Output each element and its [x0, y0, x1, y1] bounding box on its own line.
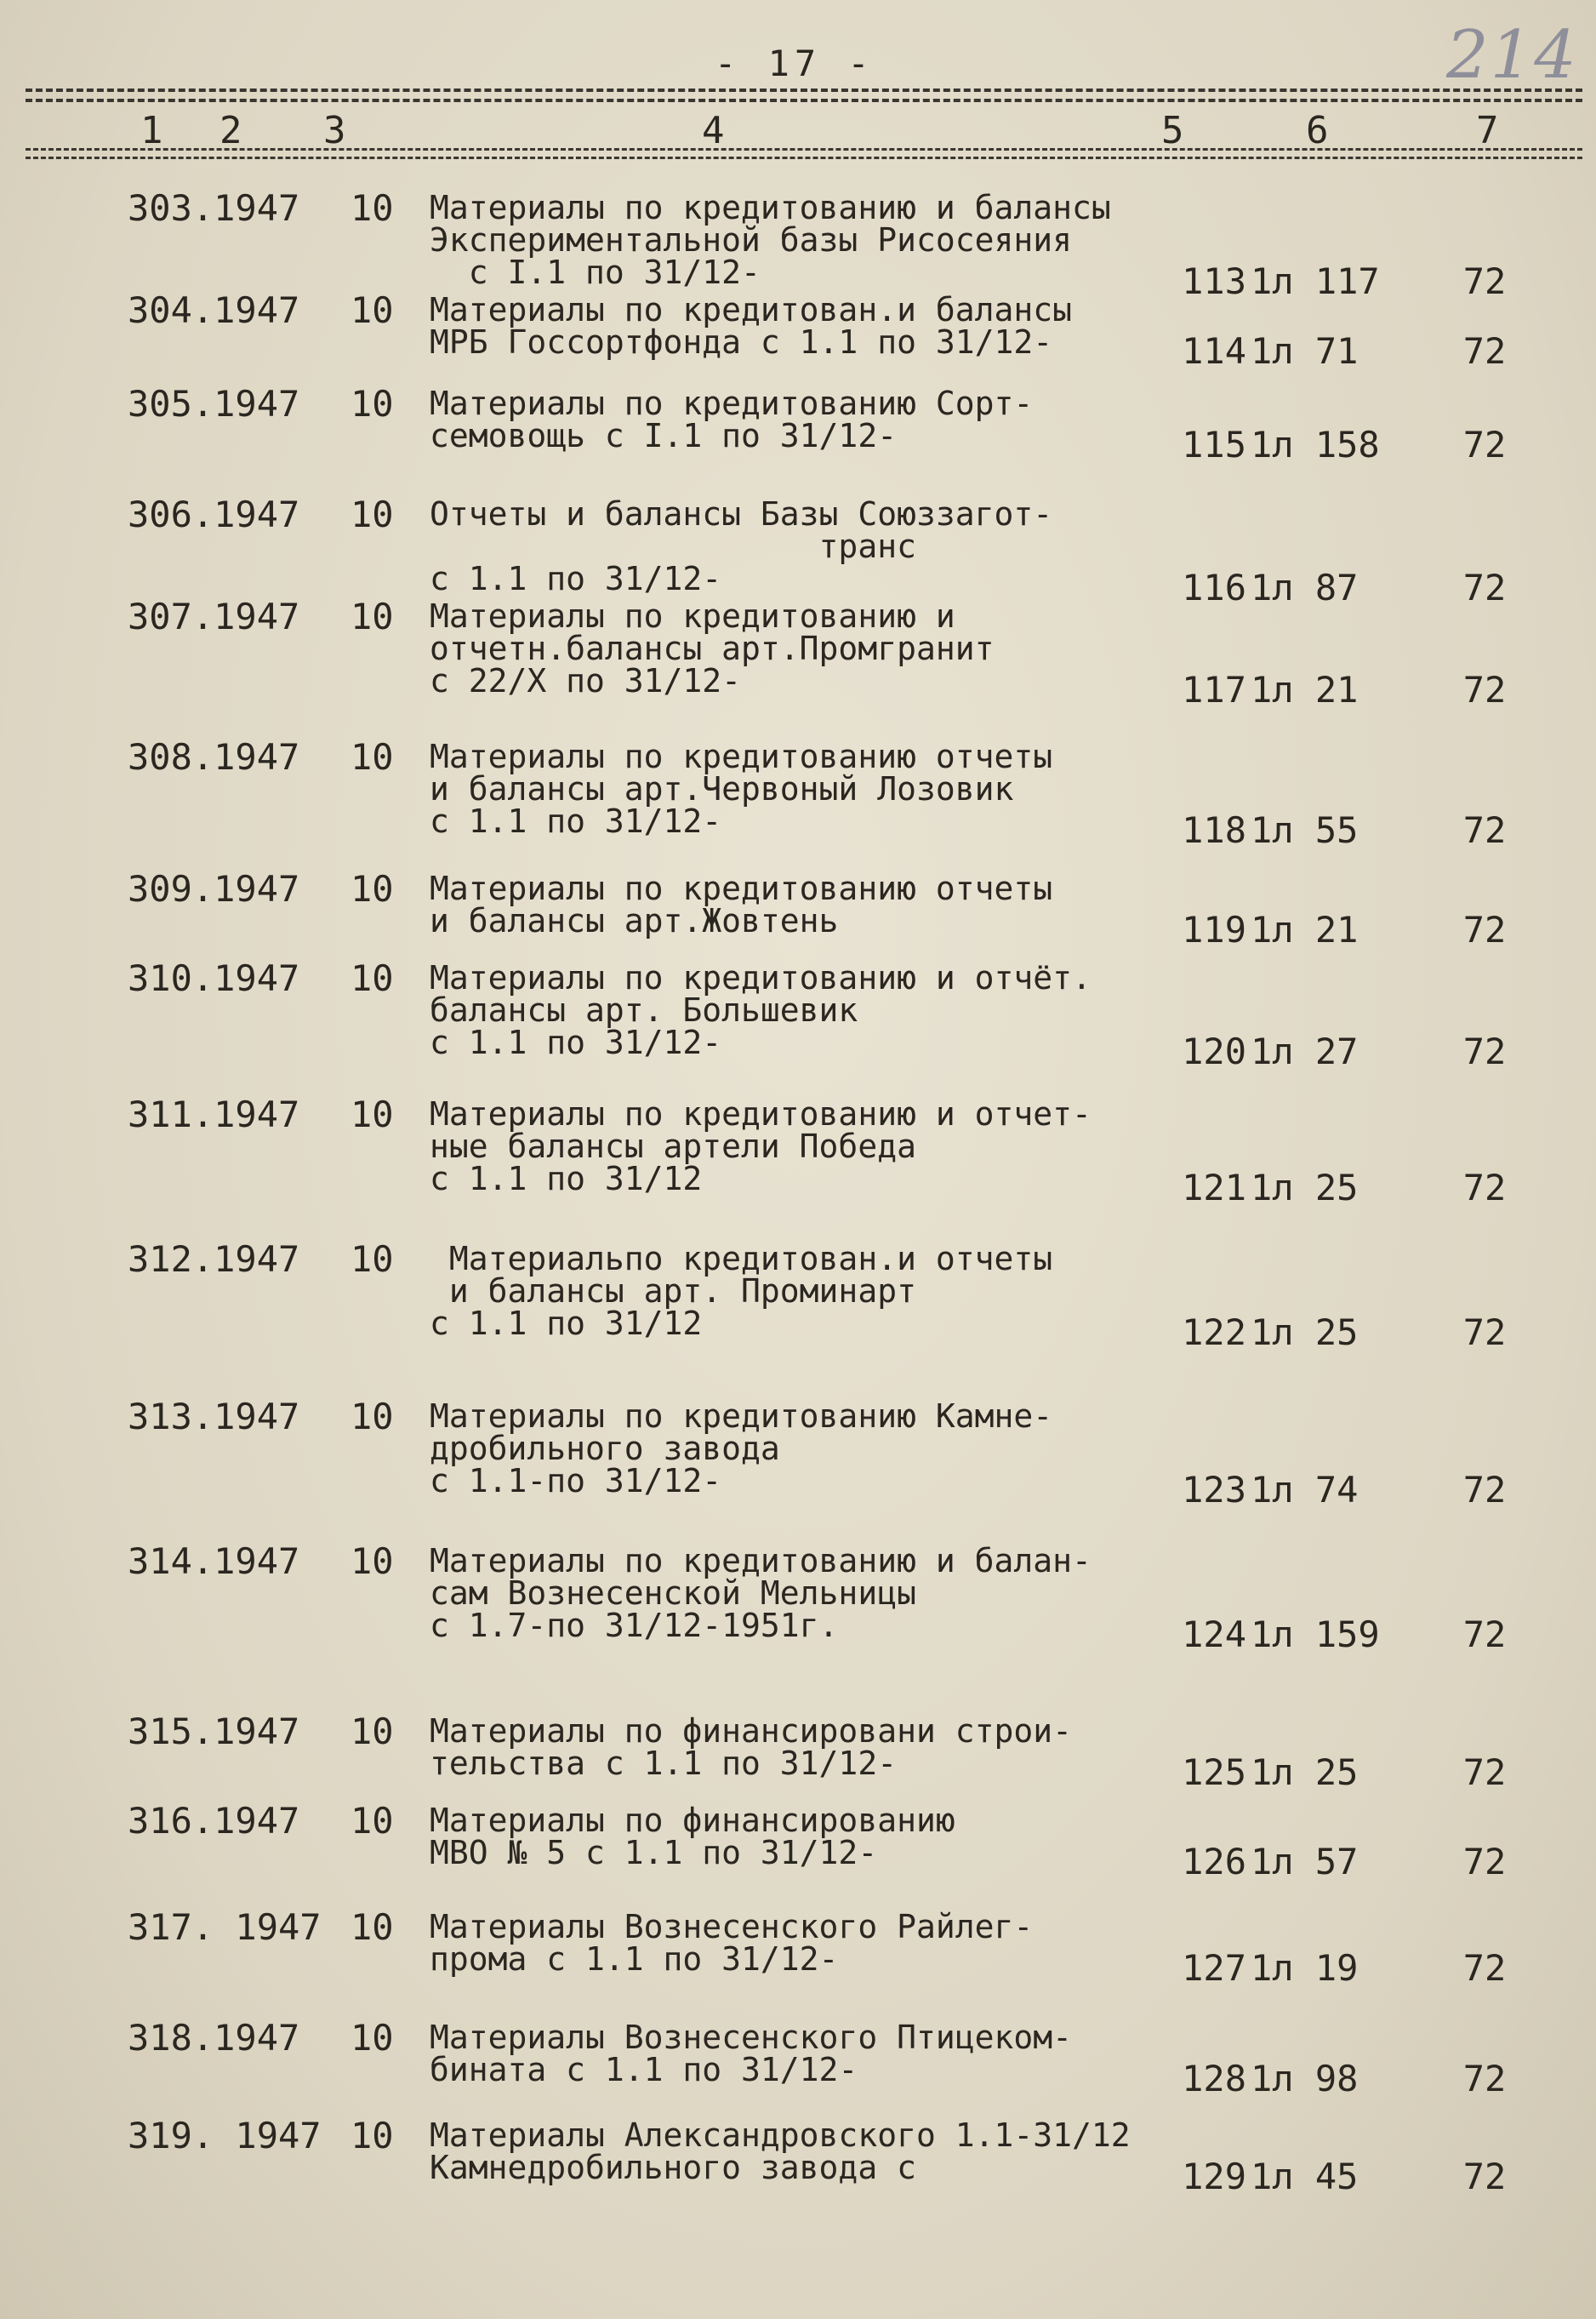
entry-number: 304.1947 — [128, 289, 300, 331]
table-row — [0, 1094, 1596, 1225]
column-7-value: 72 — [1462, 1751, 1507, 1793]
column-3-value: 10 — [351, 1540, 394, 1582]
column-header-6: 6 — [1306, 109, 1329, 152]
column-5-value: 115 — [1182, 424, 1246, 466]
column-header-3: 3 — [323, 109, 346, 152]
sheet-count: 1л 45 — [1251, 2156, 1359, 2197]
sheet-count: 1л 25 — [1251, 1751, 1359, 1793]
archive-number: 214 — [1446, 17, 1578, 94]
column-5-value: 123 — [1182, 1469, 1246, 1511]
column-3-value: 10 — [351, 2017, 394, 2059]
column-7-value: 72 — [1462, 909, 1507, 951]
column-5-value: 116 — [1182, 567, 1246, 608]
entry-description: Материалы по кредитованию и отчёт. балансы арт. Большевик с 1.1 по 31/12- — [430, 959, 1092, 1061]
column-7-value: 72 — [1462, 1167, 1507, 1208]
column-3-value: 10 — [351, 1238, 394, 1280]
entry-description: Материалы по кредитованию и отчет- ные балансы артели Победа с 1.1 по 31/12 — [430, 1095, 1092, 1197]
column-5-value: 113 — [1182, 260, 1246, 302]
column-3-value: 10 — [351, 494, 394, 535]
table-row — [0, 383, 1596, 472]
column-3-value: 10 — [351, 2115, 394, 2156]
header-rule — [26, 148, 1582, 151]
column-7-value: 72 — [1462, 809, 1507, 851]
entry-description: Материалы по кредитованию отчеты и балансы арт.Жовтень — [430, 870, 1053, 940]
column-5-value: 114 — [1182, 330, 1246, 372]
column-header-1: 1 — [140, 109, 163, 152]
column-7-value: 72 — [1462, 424, 1507, 466]
column-header-2: 2 — [219, 109, 242, 152]
entry-number: 313.1947 — [128, 1396, 300, 1437]
column-5-value: 129 — [1182, 2156, 1246, 2197]
table-row — [0, 1906, 1596, 2004]
entry-description: Материалы по кредитованию Камне- дробильного завода с 1.1-по 31/12- — [430, 1397, 1053, 1499]
column-3-value: 10 — [351, 1711, 394, 1752]
table-row — [0, 957, 1596, 1081]
entry-description: Материалы по кредитованию Сорт- семовощь с I.1 по 31/12- — [430, 385, 1034, 454]
column-5-value: 125 — [1182, 1751, 1246, 1793]
column-3-value: 10 — [351, 1396, 394, 1437]
sheet-count: 1л 71 — [1251, 330, 1359, 372]
sheet-count: 1л 117 — [1251, 260, 1380, 302]
entry-description: Материалы Вознесенского Райлег- прома с 1.1 по 31/12- — [430, 1908, 1034, 1978]
column-3-value: 10 — [351, 187, 394, 229]
column-3-value: 10 — [351, 1800, 394, 1842]
table-row — [0, 2017, 1596, 2115]
entry-number: 303.1947 — [128, 187, 300, 229]
column-7-value: 72 — [1462, 669, 1507, 711]
entry-number: 310.1947 — [128, 957, 300, 999]
column-5-value: 121 — [1182, 1167, 1246, 1208]
table-row — [0, 1396, 1596, 1528]
column-7-value: 72 — [1462, 330, 1507, 372]
sheet-count: 1л 158 — [1251, 424, 1380, 466]
sheet-count: 1л 21 — [1251, 909, 1359, 951]
column-7-value: 72 — [1462, 1841, 1507, 1882]
entry-number: 311.1947 — [128, 1094, 300, 1135]
entry-number: 319. 1947 — [128, 2115, 322, 2156]
sheet-count: 1л 87 — [1251, 567, 1359, 608]
table-row — [0, 2115, 1596, 2213]
column-5-value: 126 — [1182, 1841, 1246, 1882]
column-3-value: 10 — [351, 868, 394, 910]
column-3-value: 10 — [351, 383, 394, 425]
column-5-value: 120 — [1182, 1031, 1246, 1072]
entry-number: 307.1947 — [128, 596, 300, 637]
entry-number: 318.1947 — [128, 2017, 300, 2059]
table-row — [0, 187, 1596, 302]
column-7-value: 72 — [1462, 1469, 1507, 1511]
sheet-count: 1л 159 — [1251, 1614, 1380, 1655]
column-7-value: 72 — [1462, 2058, 1507, 2099]
sheet-count: 1л 25 — [1251, 1167, 1359, 1208]
table-row — [0, 1711, 1596, 1800]
table-row — [0, 868, 1596, 957]
entry-description: Материалы по финансированию МВО № 5 с 1.1 по 31/12- — [430, 1802, 955, 1871]
entry-description: Материалы по кредитованию отчеты и балансы арт.Червоный Лозовик с 1.1 по 31/12- — [430, 738, 1053, 840]
column-7-value: 72 — [1462, 260, 1507, 302]
table-row — [0, 596, 1596, 728]
entry-number: 317. 1947 — [128, 1906, 322, 1948]
header-rule — [26, 99, 1582, 102]
column-header-5: 5 — [1161, 109, 1184, 152]
table-row — [0, 1800, 1596, 1898]
column-5-value: 119 — [1182, 909, 1246, 951]
page-number: - 17 - — [715, 43, 875, 84]
sheet-count: 1л 57 — [1251, 1841, 1359, 1882]
column-3-value: 10 — [351, 736, 394, 778]
column-5-value: 127 — [1182, 1947, 1246, 1989]
sheet-count: 1л 27 — [1251, 1031, 1359, 1072]
column-5-value: 117 — [1182, 669, 1246, 711]
table-row — [0, 736, 1596, 860]
column-header-4: 4 — [702, 109, 725, 152]
sheet-count: 1л 21 — [1251, 669, 1359, 711]
sheet-count: 1л 25 — [1251, 1311, 1359, 1353]
column-5-value: 124 — [1182, 1614, 1246, 1655]
entry-description: Материалы по кредитованию и отчетн.балансы арт.Промгранит с 22/X по 31/12- — [430, 597, 995, 700]
column-7-value: 72 — [1462, 1031, 1507, 1072]
entry-description: Материалы по кредитованию и балансы Экспериментальной базы Рисосеяния с I.1 по 31/12- — [430, 189, 1111, 291]
column-7-value: 72 — [1462, 1947, 1507, 1989]
sheet-count: 1л 55 — [1251, 809, 1359, 851]
entry-description: Материалы Александровского 1.1-31/12 Камнедробильного завода с — [430, 2116, 1131, 2186]
header-rule — [26, 89, 1582, 92]
sheet-count: 1л 98 — [1251, 2058, 1359, 2099]
entry-number: 312.1947 — [128, 1238, 300, 1280]
entry-description: Материалы Вознесенского Птицеком- бината с 1.1 по 31/12- — [430, 2019, 1072, 2088]
sheet-count: 1л 74 — [1251, 1469, 1359, 1511]
entry-number: 314.1947 — [128, 1540, 300, 1582]
entry-description: Материалы по кредитованию и балан- сам Вознесенской Мельницы с 1.7-по 31/12-1951г. — [430, 1542, 1092, 1644]
column-7-value: 72 — [1462, 1311, 1507, 1353]
column-5-value: 122 — [1182, 1311, 1246, 1353]
entry-number: 315.1947 — [128, 1711, 300, 1752]
column-header-7: 7 — [1476, 109, 1499, 152]
entry-number: 305.1947 — [128, 383, 300, 425]
entry-description: Отчеты и балансы Базы Союззагот- транс с 1.1 по 31/12- — [430, 495, 1053, 597]
table-row — [0, 1238, 1596, 1379]
column-3-value: 10 — [351, 957, 394, 999]
column-3-value: 10 — [351, 596, 394, 637]
entry-number: 308.1947 — [128, 736, 300, 778]
entry-description: Материалы по финансировани строи- тельства с 1.1 по 31/12- — [430, 1712, 1072, 1782]
entry-number: 316.1947 — [128, 1800, 300, 1842]
column-5-value: 128 — [1182, 2058, 1246, 2099]
entry-number: 306.1947 — [128, 494, 300, 535]
column-7-value: 72 — [1462, 2156, 1507, 2197]
column-5-value: 118 — [1182, 809, 1246, 851]
entry-number: 309.1947 — [128, 868, 300, 910]
column-3-value: 10 — [351, 1906, 394, 1948]
table-row — [0, 289, 1596, 379]
column-3-value: 10 — [351, 1094, 394, 1135]
table-row — [0, 494, 1596, 608]
sheet-count: 1л 19 — [1251, 1947, 1359, 1989]
entry-description: Материалы по кредитован.и балансы МРБ Госсортфонда с 1.1 по 31/12- — [430, 291, 1072, 361]
entry-description: Материальпо кредитован.и отчеты и балансы арт. Проминарт с 1.1 по 31/12 — [430, 1240, 1053, 1342]
column-3-value: 10 — [351, 289, 394, 331]
column-7-value: 72 — [1462, 1614, 1507, 1655]
table-row — [0, 1540, 1596, 1689]
header-rule — [26, 157, 1582, 159]
column-7-value: 72 — [1462, 567, 1507, 608]
